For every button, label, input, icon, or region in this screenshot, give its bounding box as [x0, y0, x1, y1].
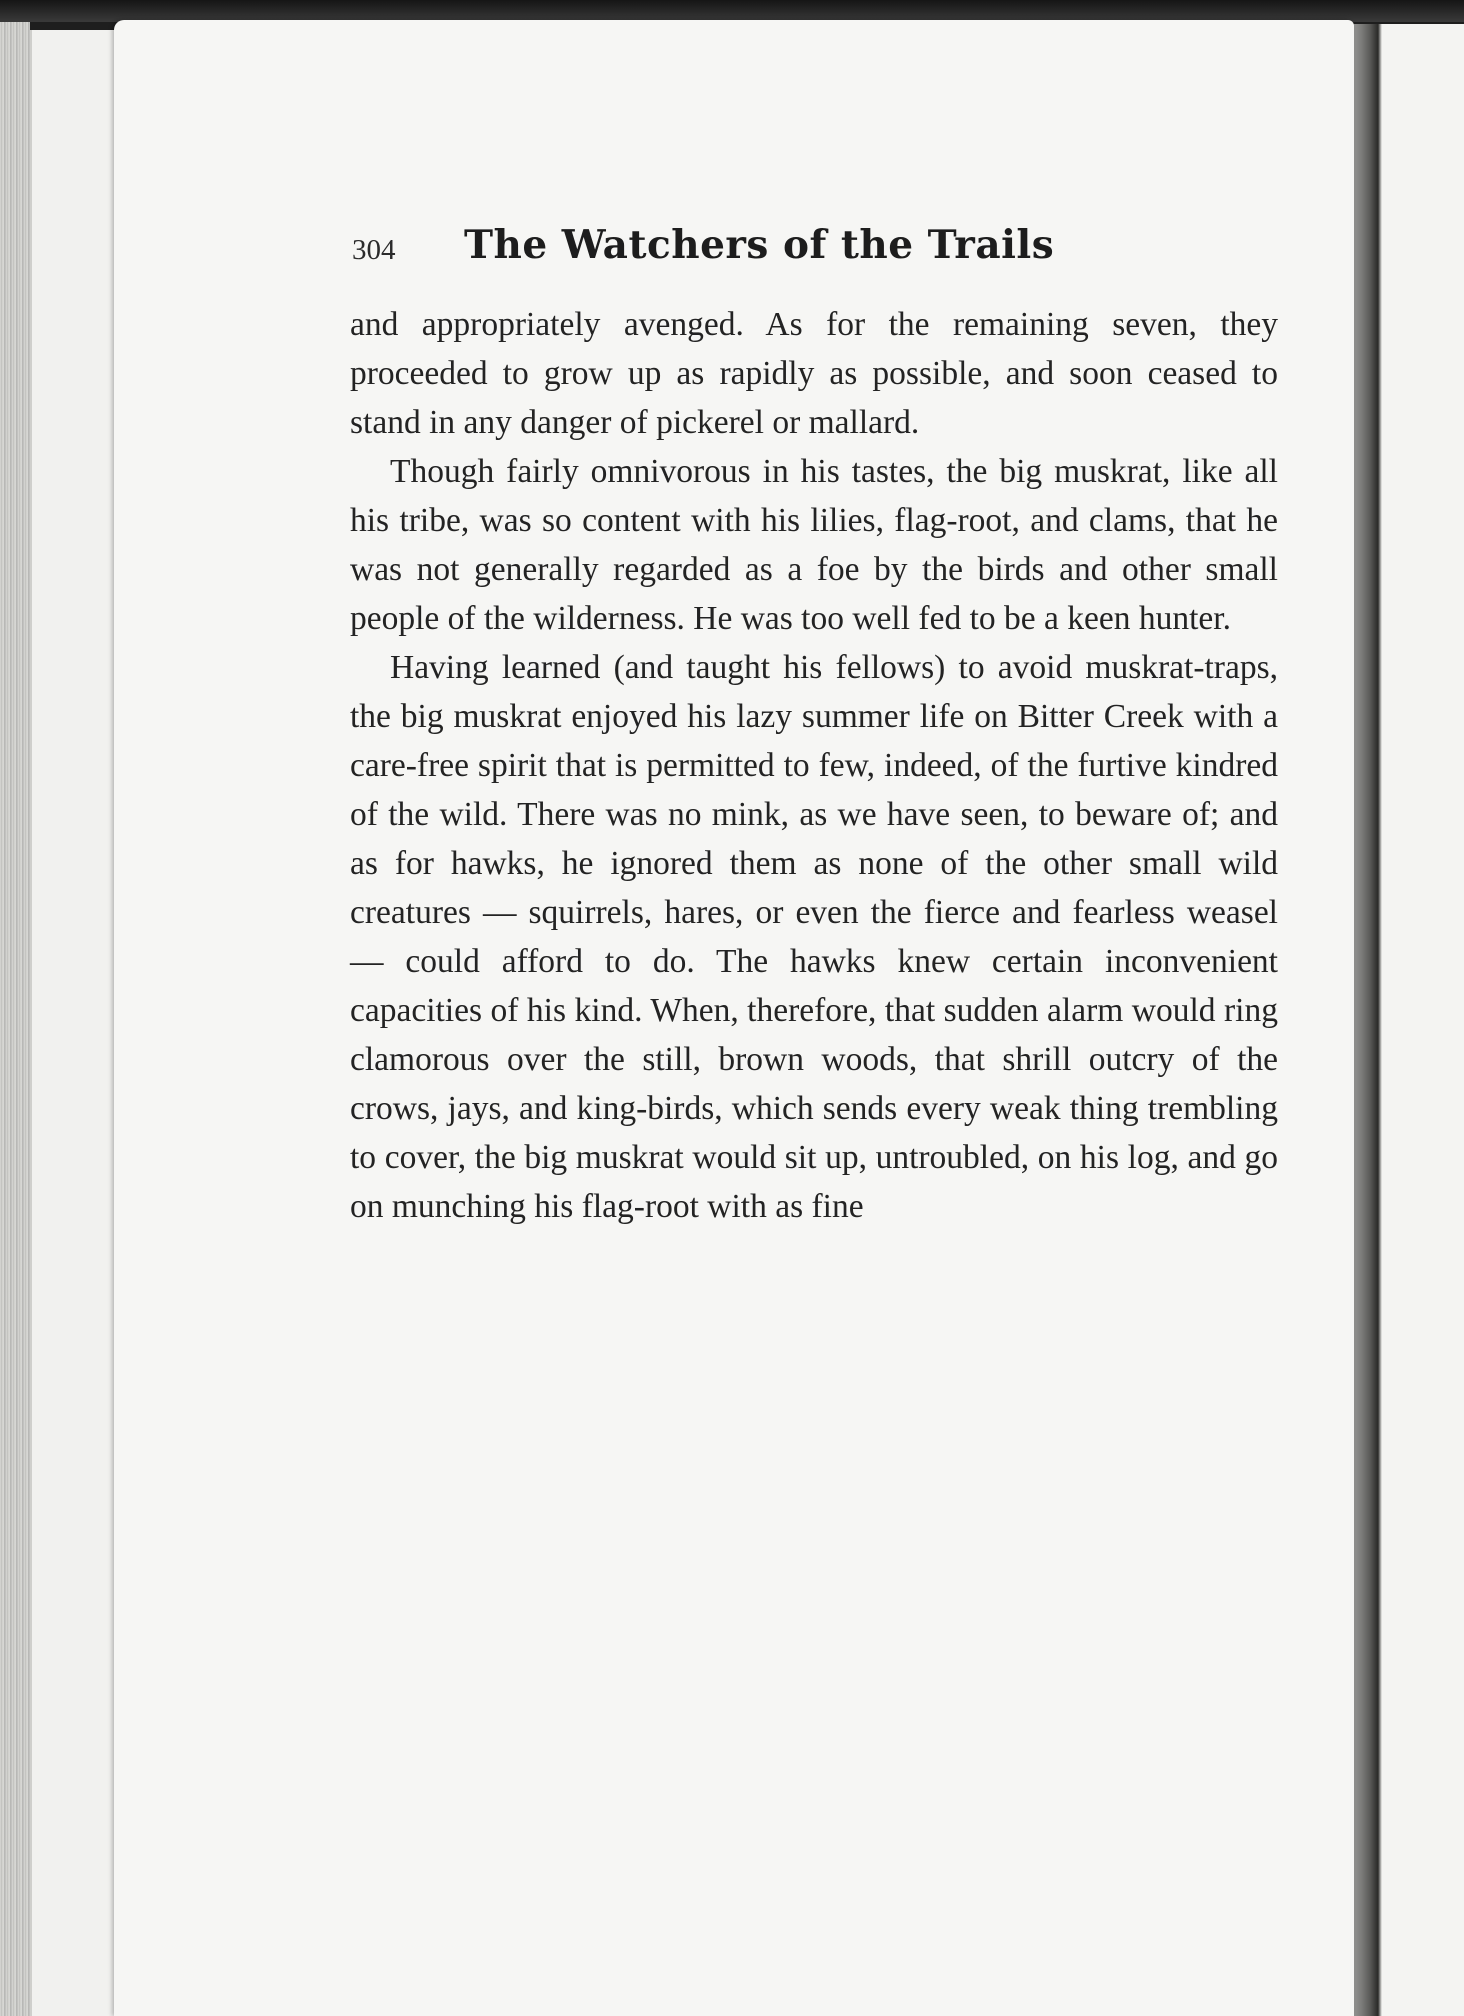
- page-number: 304: [352, 234, 396, 266]
- running-title: The Watchers of the Trails: [464, 222, 1055, 268]
- facing-page-margin: [30, 30, 122, 2016]
- page-edges-right: [1352, 24, 1464, 2016]
- paragraph: and appropriately avenged. As for the remaining seven, they proceeded to grow up as rapidly as possible, and soon ceased to stand in any danger of pickerel or mallard.: [350, 306, 1278, 441]
- page-header: [352, 222, 1280, 292]
- page-edges-left: [0, 22, 30, 2016]
- body-text: [350, 300, 1278, 1231]
- top-shadow: [0, 0, 1464, 22]
- paragraph: Though fairly omnivorous in his tastes, the big muskrat, like all his tribe, was so content with his lilies, flag-root, and clams, that he was not generally regarded as a foe by the birds and other small people of the wilderness. He was too well fed to be a keen hunter.: [350, 453, 1278, 637]
- paragraph: Having learned (and taught his fellows) to avoid muskrat-traps, the big muskrat enjoyed his lazy summer life on Bitter Creek with a care-free spirit that is permitted to few, indeed, of the furtive kindred of the wild. There was no mink, as we have seen, to beware of; and as for hawks, he ignored them as none of the other small wild creatures — squirrels, hares, or even the fierce and fearless weasel — could afford to do. The hawks knew certain inconvenient capacities of his kind. When, therefore, that sudden alarm would ring clamorous over the still, brown woods, that shrill outcry of the crows, jays, and king-birds, which sends every weak thing trembling to cover, the big muskrat would sit up, untroubled, on his log, and go on munching his flag-root with as fine: [350, 649, 1278, 1225]
